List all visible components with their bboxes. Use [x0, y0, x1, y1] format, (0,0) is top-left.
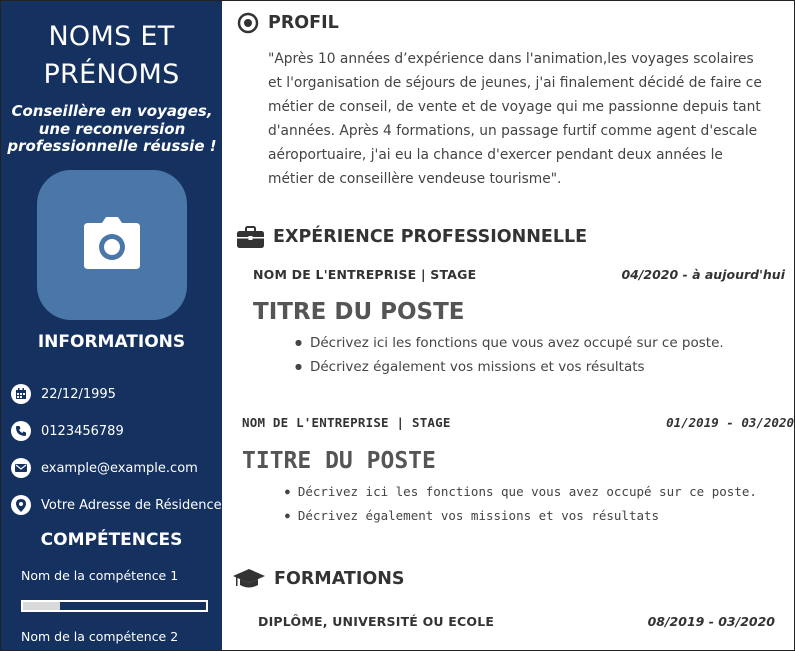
formations-heading	[233, 568, 404, 590]
list-item: ● Décrivez ici les fonctions que vous avez occupé sur ce poste.	[295, 331, 724, 355]
photo-placeholder[interactable]	[37, 170, 187, 320]
name-line-1: NOMS ET	[48, 21, 175, 52]
skill-1-label: Nom de la compétence 1	[21, 568, 179, 583]
birthdate-value: 22/12/1995	[41, 386, 116, 402]
email-value: example@example.com	[41, 460, 198, 476]
job-1-bullets	[295, 331, 724, 379]
profil-heading	[237, 12, 339, 34]
list-item: ● Décrivez également vos missions et vos résultats	[295, 355, 724, 379]
list-item: ● Décrivez ici les fonctions que vous avez occupé sur ce poste.	[285, 480, 757, 504]
sidebar	[1, 1, 222, 650]
calendar-icon	[11, 384, 31, 404]
info-birthdate	[11, 384, 116, 404]
job-1-title: TITRE DU POSTE	[253, 299, 465, 325]
skill-1-fill	[23, 602, 60, 610]
name-line-2: PRÉNOMS	[43, 59, 180, 90]
graduation-cap-icon	[233, 568, 265, 590]
informations-title: INFORMATIONS	[37, 332, 186, 352]
competences-title: COMPÉTENCES	[40, 530, 183, 550]
skill-2-label: Nom de la compétence 2	[21, 629, 179, 644]
info-address	[11, 495, 222, 515]
info-email	[11, 458, 198, 478]
experience-title: EXPÉRIENCE PROFESSIONNELLE	[273, 227, 588, 247]
address-value: Votre Adresse de Résidence	[41, 497, 222, 513]
main-content	[222, 1, 794, 650]
profil-title: PROFIL	[268, 13, 339, 33]
candidate-name	[1, 18, 222, 94]
job-1-date: 04/2020 - à aujourd'hui	[621, 267, 785, 282]
email-icon	[11, 458, 31, 478]
job-2-company: NOM DE L'ENTREPRISE | STAGE	[242, 415, 451, 430]
briefcase-icon	[237, 226, 264, 248]
list-item: ● Décrivez également vos missions et vos résultats	[285, 504, 757, 528]
skill-1-bar	[21, 600, 208, 612]
phone-icon	[11, 421, 31, 441]
job-2-bullets	[285, 480, 757, 528]
formation-1-date: 08/2019 - 03/2020	[647, 614, 775, 629]
profil-text: "Après 10 années d’expérience dans l'animation,les voyages scolaires et l'organisation de séjours de jeunes, j'ai finalement décidé de faire ce métier de conseil, de vente et de voyage qui me passionne depuis tant d'années. Après 4 formations, un passage furtif comme agent d'escale aéroportuaire, j'ai eu la chance d'exercer pendant deux années le métier de conseillère vendeuse tourisme".	[268, 51, 762, 187]
phone-value: 0123456789	[41, 423, 124, 439]
subtitle: Conseillère en voyages, une reconversion professionnelle réussie !	[7, 102, 217, 155]
info-phone	[11, 421, 124, 441]
job-2-date: 01/2019 - 03/2020	[666, 415, 794, 430]
camera-icon	[82, 217, 142, 269]
formations-title: FORMATIONS	[274, 569, 405, 589]
job-1-company: NOM DE L'ENTREPRISE | STAGE	[253, 267, 477, 282]
target-icon	[237, 12, 259, 34]
formation-1-diploma: DIPLÔME, UNIVERSITÉ OU ECOLE	[258, 614, 495, 629]
experience-heading	[237, 226, 587, 248]
location-icon	[11, 495, 31, 515]
job-2-title: TITRE DU POSTE	[242, 448, 436, 474]
